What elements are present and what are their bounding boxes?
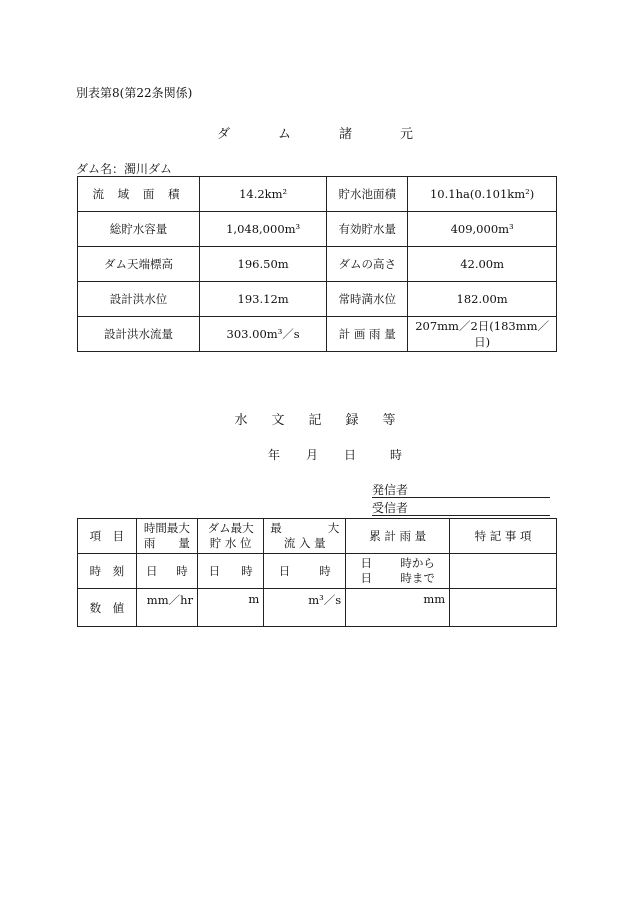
spec-label: 設計洪水流量 [78, 317, 200, 352]
table-row [78, 282, 557, 317]
header-line: 流 入 量 [283, 536, 326, 550]
title1-char: ム [277, 127, 291, 142]
spec-value: 14.2km² [200, 177, 327, 212]
title-hydrology-records [0, 409, 630, 428]
unit-hour: 時 [176, 564, 188, 578]
value-cell[interactable]: m [198, 589, 264, 627]
unit-day: 日 [208, 564, 221, 578]
unit-from: 時から [400, 556, 435, 570]
header-line: 雨 量 [143, 536, 190, 550]
table-row [78, 247, 557, 282]
title2-char: 文 [271, 413, 285, 428]
date-row [268, 446, 402, 463]
title1-char: ダ [216, 127, 230, 142]
spec-value: 303.00m³／s [200, 317, 327, 352]
spec-label: 有効貯水量 [327, 212, 408, 247]
spec-value: 182.00m [408, 282, 557, 317]
date-hour: 時 [390, 448, 403, 462]
title1-char: 諸 [339, 127, 353, 142]
unit-until: 時まで [400, 571, 435, 585]
table-row [78, 317, 557, 352]
title2-char: 記 [308, 413, 322, 428]
header-line: 時間最大 [143, 521, 190, 535]
time-range-cell[interactable] [346, 554, 450, 589]
header-max-inflow [264, 519, 346, 554]
dam-specs-table [77, 176, 557, 352]
receiver-field[interactable]: 受信者 [372, 501, 550, 516]
sender-field[interactable]: 発信者 [372, 483, 550, 498]
hydrology-records-table [77, 518, 557, 627]
title2-char: 等 [382, 413, 396, 428]
spec-label: 貯水池面積 [327, 177, 408, 212]
header-line: ダム最大 [207, 521, 254, 535]
title2-char: 水 [234, 413, 248, 428]
spec-label: ダムの高さ [327, 247, 408, 282]
header-item: 項 目 [78, 519, 137, 554]
header-line: 最 [270, 521, 282, 535]
spec-value: 409,000m³ [408, 212, 557, 247]
title1-char: 元 [400, 127, 414, 142]
table-row [78, 177, 557, 212]
header-cumulative-rainfall: 累 計 雨 量 [346, 519, 450, 554]
time-cell[interactable] [264, 554, 346, 589]
spec-value: 1,048,000m³ [200, 212, 327, 247]
dam-name: ダム名：濁川ダム [76, 162, 173, 176]
value-cell[interactable]: mm／hr [136, 589, 197, 627]
unit-day: 日 [146, 564, 158, 578]
row-label-time: 時 刻 [78, 554, 137, 589]
value-cell[interactable]: mm [346, 589, 450, 627]
spec-label: 設計洪水位 [78, 282, 200, 317]
form-label: 別表第8(第22条関係) [76, 86, 193, 100]
spec-value: 10.1ha(0.101km²) [408, 177, 557, 212]
unit-day: 日 [360, 571, 372, 585]
spec-label: 総貯水容量 [78, 212, 200, 247]
unit-day: 日 [360, 556, 372, 570]
spec-label: 計 画 雨 量 [327, 317, 408, 352]
table-row [78, 212, 557, 247]
date-day: 日 [344, 448, 357, 462]
header-line: 貯 水 位 [209, 536, 252, 550]
date-month: 月 [306, 448, 319, 462]
notes-cell[interactable] [450, 554, 557, 589]
spec-label: 常時満水位 [327, 282, 408, 317]
header-notes: 特 記 事 項 [450, 519, 557, 554]
header-line: 大 [327, 521, 340, 535]
title-dam-specs [0, 123, 630, 142]
header-hourly-max-rainfall [136, 519, 197, 554]
table-row [78, 554, 557, 589]
unit-day: 日 [278, 564, 291, 578]
unit-hour: 時 [319, 564, 331, 578]
notes-cell[interactable] [450, 589, 557, 627]
time-cell[interactable] [136, 554, 197, 589]
date-year: 年 [268, 448, 281, 462]
spec-value: 193.12m [200, 282, 327, 317]
spec-label: 流 域 面 積 [78, 177, 200, 212]
title2-char: 録 [345, 413, 359, 428]
table-row [78, 519, 557, 554]
spec-label: ダム天端標高 [78, 247, 200, 282]
table-row [78, 589, 557, 627]
spec-value: 196.50m [200, 247, 327, 282]
row-label-value: 数 値 [78, 589, 137, 627]
spec-value: 42.00m [408, 247, 557, 282]
header-dam-max-level [198, 519, 264, 554]
unit-hour: 時 [241, 564, 253, 578]
time-cell[interactable] [198, 554, 264, 589]
value-cell[interactable]: m³／s [264, 589, 346, 627]
spec-value: 207mm／2日(183mm／日) [408, 317, 557, 352]
